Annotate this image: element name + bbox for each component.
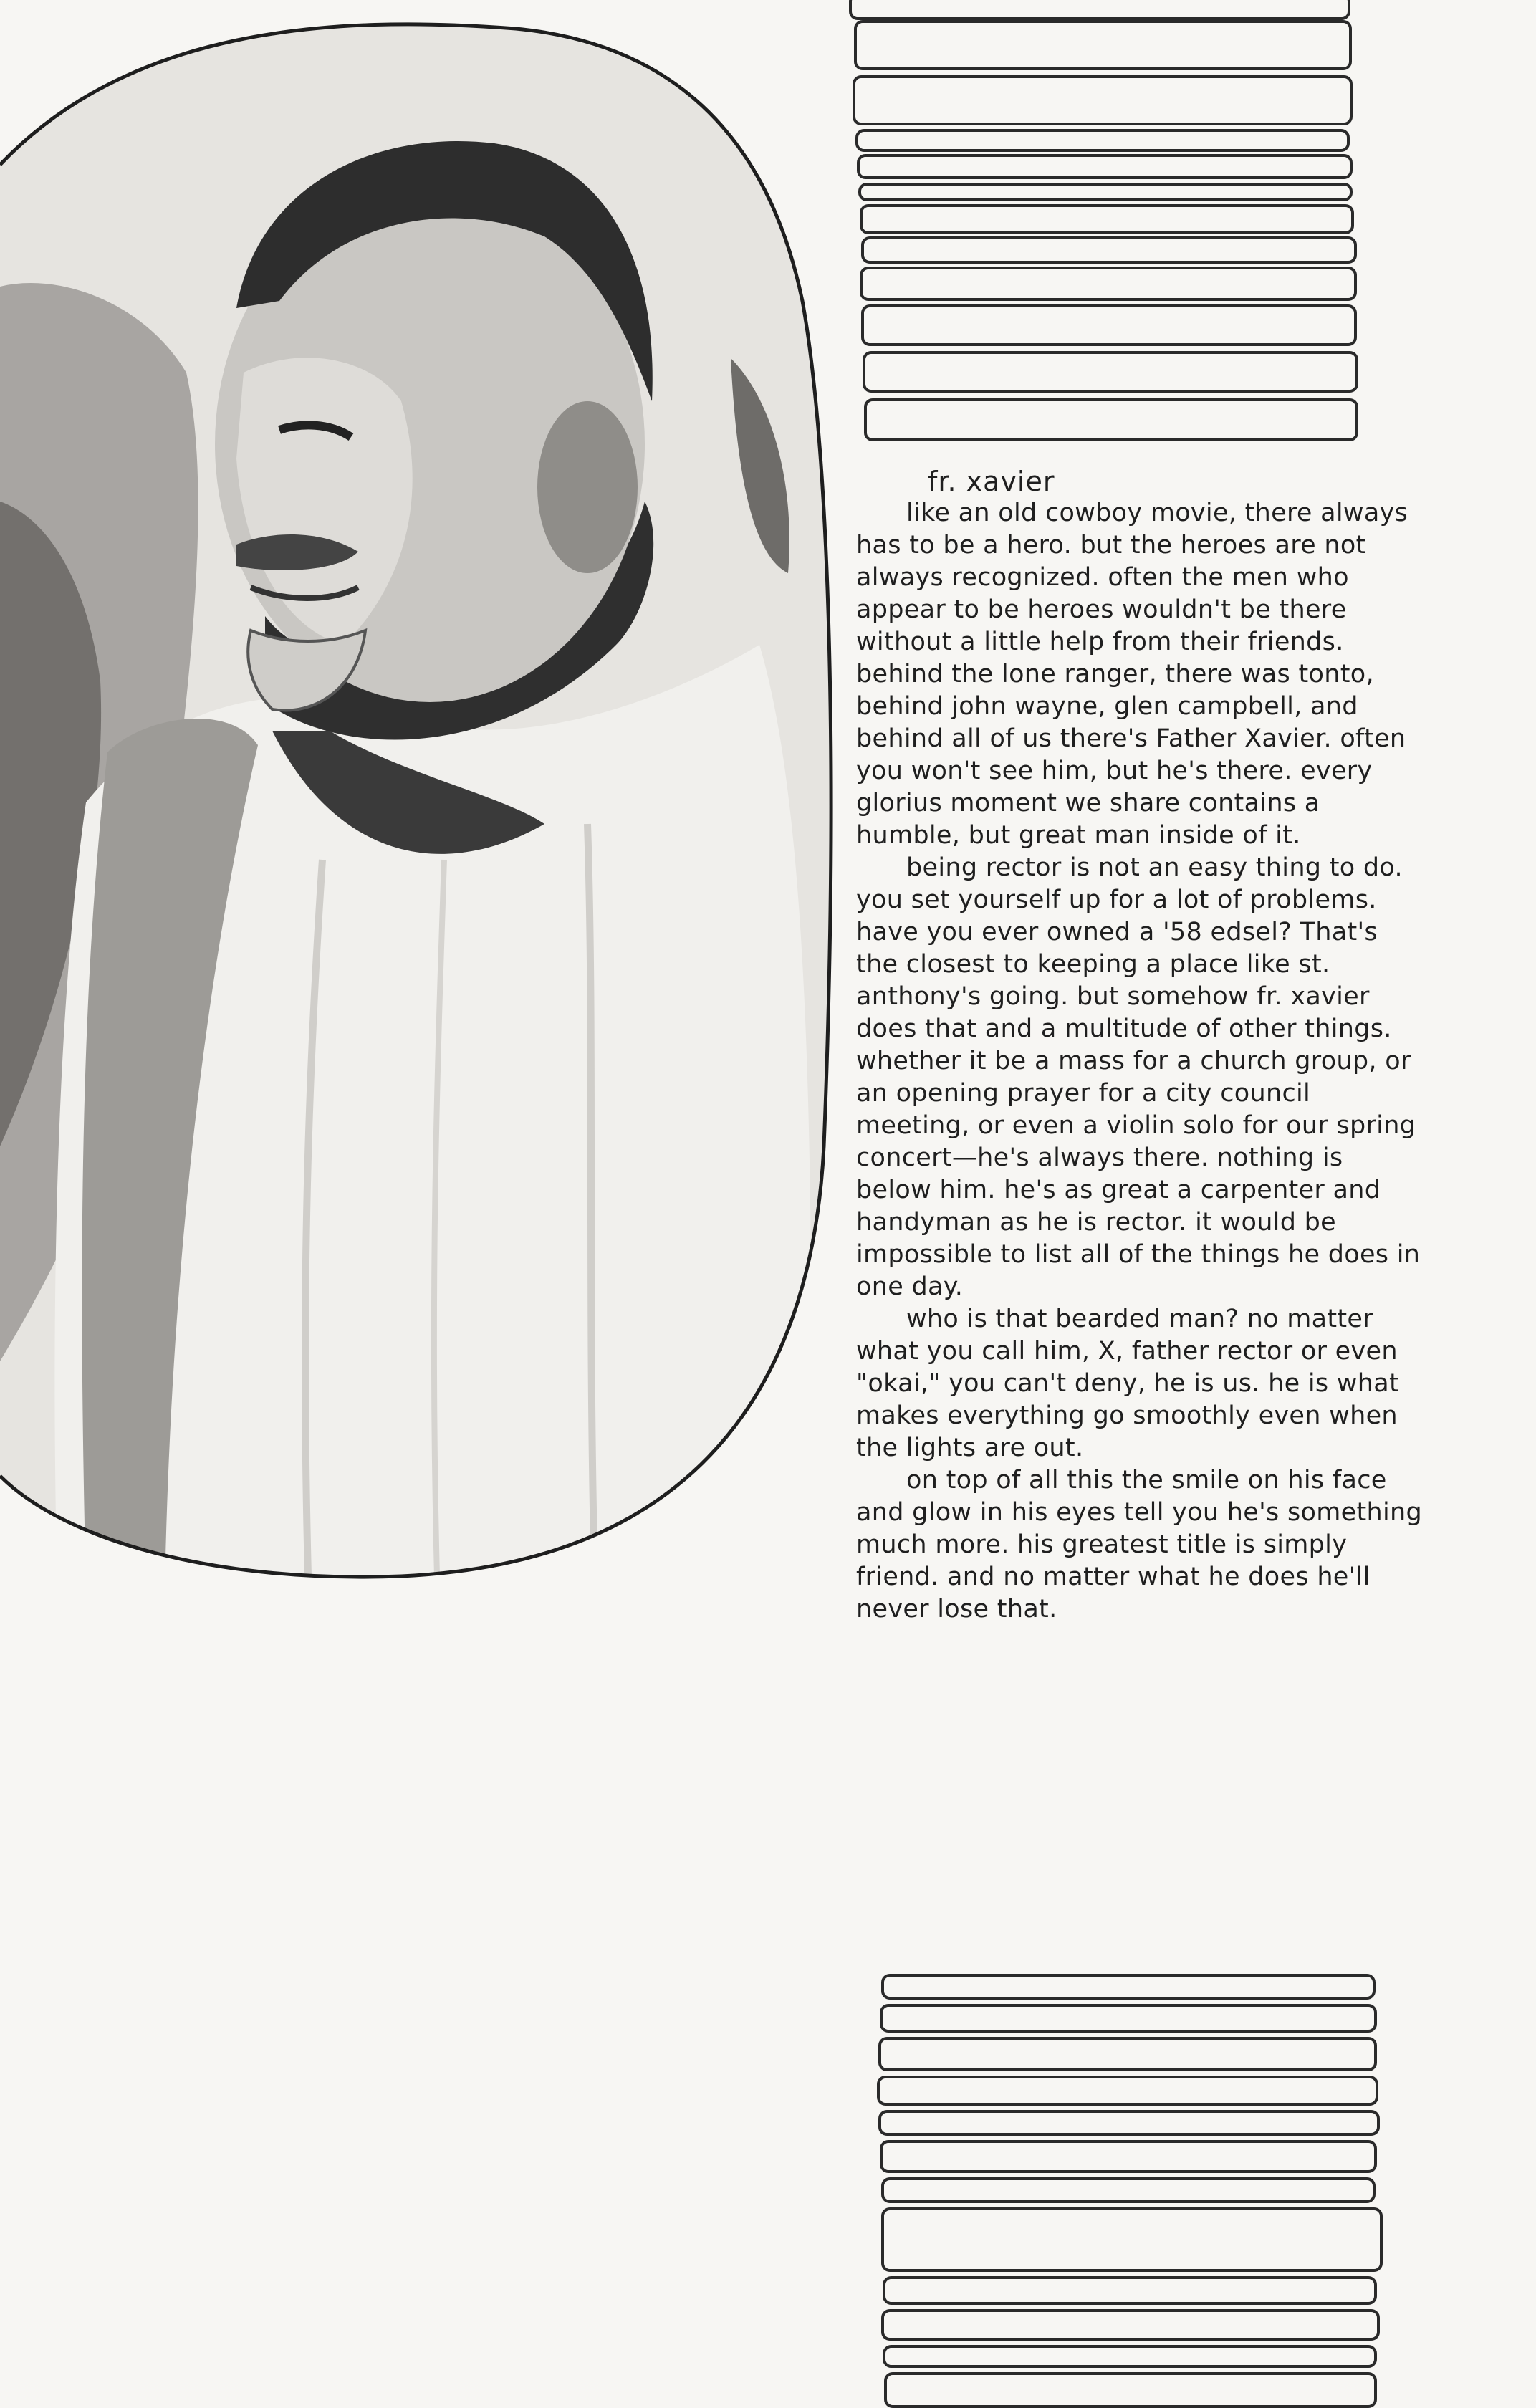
article-paragraph: being rector is not an easy thing to do. you set yourself up for a lot of problems. have you ever owned a '58 edsel? That's the closest to keeping a place like st. anthony's going. but somehow fr. xavier does that and a multitude of other things. whether it be a mass for a church group, or an opening prayer for a city council meeting, or even a violin solo for our spring concert—he's always there. nothing is below him. he's as great a carpenter and handyman as he is rector. it would be impossible to list all of the things he does in one day. — [856, 853, 1421, 1301]
article-paragraph: on top of all this the smile on his face and glow in his eyes tell you he's something much more. his greatest title is simply friend. and no matter what he does he'll never lose that. — [856, 1466, 1422, 1623]
portrait-photo — [0, 0, 860, 1591]
article-paragraph: who is that bearded man? no matter what you call him, X, father rector or even "okai," you can't deny, he is us. he is what makes everything go smoothly even when the lights are out. — [856, 1305, 1400, 1462]
decorative-box-stack-bottom — [874, 1974, 1390, 2402]
article-title: fr. xavier — [928, 466, 1055, 497]
article-paragraph: like an old cowboy movie, there always has to be a hero. but the heroes are not always recognized. often the men who appear to be heroes wouldn't be there without a little help from their friends. behind the lone ranger, there was tonto, behind john wayne, glen campbell, and behind all of us there's Father Xavier. often you won't see him, but he's there. every glorius moment we share contains a humble, but great man inside of it. — [856, 499, 1408, 850]
decorative-box-stack-top — [845, 0, 1376, 459]
article-text — [856, 466, 1422, 1626]
